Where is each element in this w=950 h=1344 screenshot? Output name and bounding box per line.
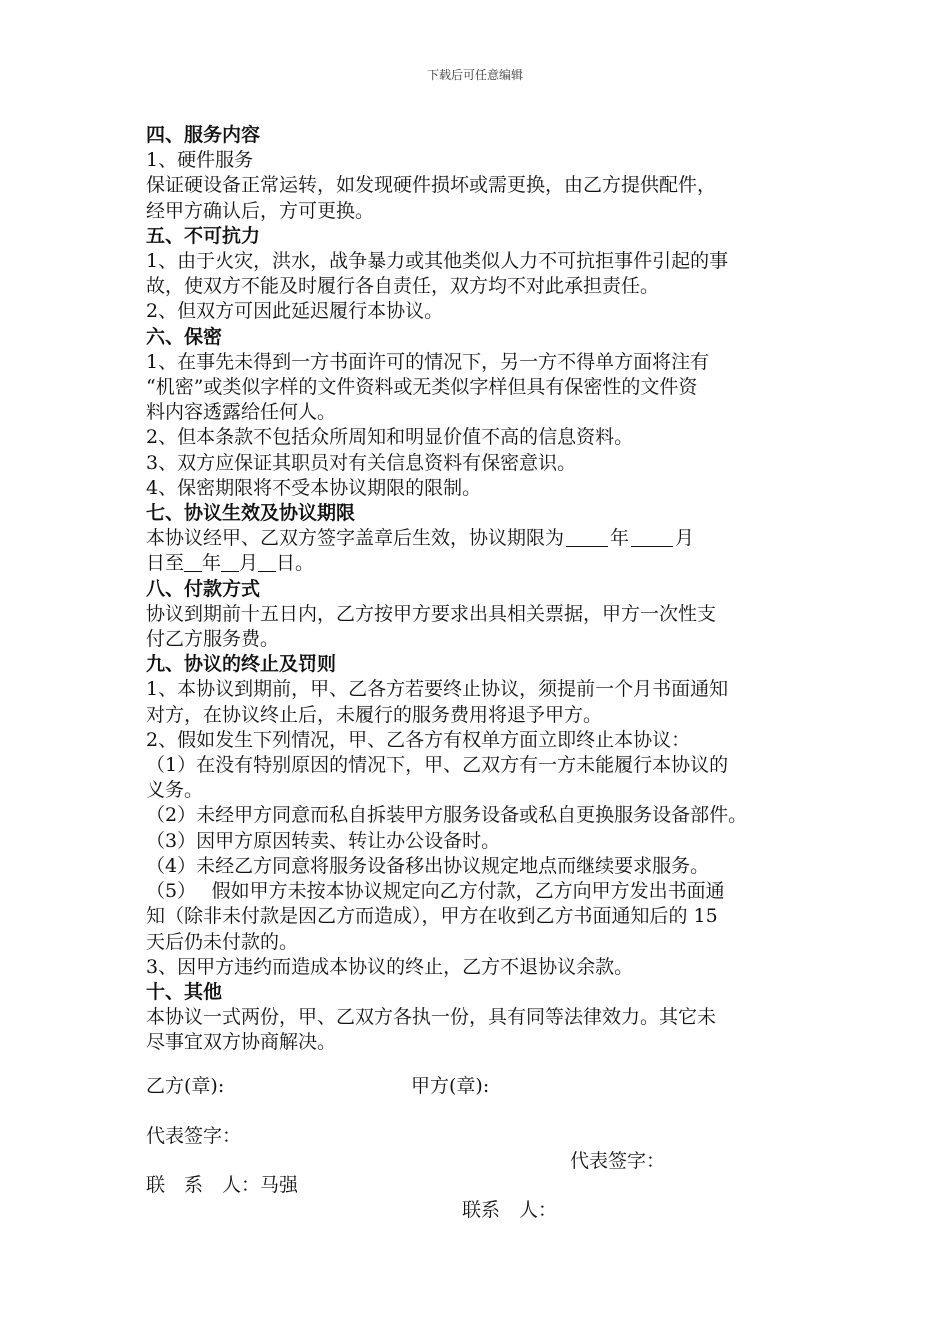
party-b-contact: 联 系 人：马强 bbox=[146, 1174, 299, 1196]
page-header: 下载后可任意编辑 bbox=[426, 68, 523, 82]
year-blank bbox=[566, 527, 608, 547]
term-line-2 bbox=[146, 551, 814, 576]
text-line: 经甲方确认后，方可更换。 bbox=[146, 199, 375, 222]
party-a-representative: 代表签字： bbox=[570, 1150, 666, 1172]
text-line: 料内容透露给任何人。 bbox=[146, 401, 337, 424]
text-line: 尽事宜双方协商解决。 bbox=[146, 1031, 337, 1054]
section-title-confidentiality: 六、保密 bbox=[146, 325, 223, 348]
text-line: 1、在事先未得到一方书面许可的情况下，另一方不得单方面将注有 bbox=[146, 350, 710, 373]
contract-body bbox=[146, 123, 814, 1056]
section-title-termination: 九、协议的终止及罚则 bbox=[146, 653, 337, 676]
year-label: 年 bbox=[202, 552, 222, 575]
term-text: 本协议经甲、乙双方签字盖章后生效，协议期限为 bbox=[146, 527, 565, 550]
day-blank bbox=[258, 552, 276, 572]
text-line: 1、由于火灾，洪水，战争暴力或其他类似人力不可抗拒事件引起的事 bbox=[146, 250, 729, 273]
text-line: 1、硬件服务 bbox=[146, 149, 254, 172]
text-line: “机密”或类似字样的文件资料或无类似字样但具有保密性的文件资 bbox=[146, 376, 698, 399]
text-line: 2、但双方可因此延迟履行本协议。 bbox=[146, 300, 444, 323]
party-b-representative: 代表签字： bbox=[146, 1125, 242, 1147]
text-line: 保证硬设备正常运转，如发现硬件损坏或需更换，由乙方提供配件， bbox=[146, 174, 717, 197]
text-line: 付乙方服务费。 bbox=[146, 628, 280, 651]
text-line: （4）未经乙方同意将服务设备移出协议规定地点而继续要求服务。 bbox=[146, 854, 710, 877]
text-line: （5） 假如甲方未按本协议规定向乙方付款，乙方向甲方发出书面通 bbox=[146, 880, 725, 903]
month-label: 月 bbox=[675, 527, 695, 550]
text-line: （1）在没有特别原因的情况下，甲、乙双方有一方未能履行本协议的 bbox=[146, 754, 729, 777]
day-label: 日。 bbox=[276, 552, 315, 575]
section-title-service: 四、服务内容 bbox=[146, 124, 261, 146]
section-title-force-majeure: 五、不可抗力 bbox=[146, 224, 261, 247]
text-line: 1、本协议到期前，甲、乙各方若要终止协议，须提前一个月书面通知 bbox=[146, 678, 729, 701]
text-line: 故，使双方不能及时履行各自责任，双方均不对此承担责任。 bbox=[146, 275, 660, 298]
text-line: 2、假如发生下列情况，甲、乙各方有权单方面立即终止本协议： bbox=[146, 728, 691, 751]
text-line: 本协议一式两份，甲、乙双方各执一份，具有同等法律效力。其它未 bbox=[146, 1006, 717, 1029]
year-label: 年 bbox=[610, 527, 630, 550]
text-line: 协议到期前十五日内，乙方按甲方要求出具相关票据，甲方一次性支 bbox=[146, 602, 717, 625]
party-b-seal: 乙方(章): bbox=[146, 1075, 225, 1097]
text-line: 天后仍未付款的。 bbox=[146, 930, 299, 953]
term-text: 日至 bbox=[146, 552, 185, 575]
text-line: 知（除非未付款是因乙方而造成），甲方在收到乙方书面通知后的 15 bbox=[146, 905, 718, 928]
party-a-seal: 甲方(章): bbox=[411, 1075, 490, 1097]
text-line: （3）因甲方原因转卖、转让办公设备时。 bbox=[146, 829, 501, 852]
text-line: 4、保密期限将不受本协议期限的限制。 bbox=[146, 476, 482, 499]
month-blank bbox=[631, 527, 673, 547]
section-title-other: 十、其他 bbox=[146, 980, 223, 1003]
text-line: 2、但本条款不包括众所周知和明显价值不高的信息资料。 bbox=[146, 426, 634, 449]
text-line: 3、双方应保证其职员对有关信息资料有保密意识。 bbox=[146, 451, 577, 474]
text-line: 义务。 bbox=[146, 779, 204, 802]
text-line: 3、因甲方违约而造成本协议的终止，乙方不退协议余款。 bbox=[146, 955, 634, 978]
month-label: 月 bbox=[239, 552, 259, 575]
term-line-1 bbox=[146, 526, 814, 551]
section-title-term: 七、协议生效及协议期限 bbox=[146, 502, 356, 525]
text-line: （2）未经甲方同意而私自拆装甲方服务设备或私自更换服务设备部件。 bbox=[146, 804, 748, 827]
section-title-payment: 八、付款方式 bbox=[146, 577, 261, 600]
month-blank bbox=[221, 552, 239, 572]
text-line: 对方，在协议终止后，未履行的服务费用将退予甲方。 bbox=[146, 703, 603, 726]
party-a-contact: 联系 人： bbox=[462, 1199, 558, 1221]
year-blank bbox=[184, 552, 202, 572]
